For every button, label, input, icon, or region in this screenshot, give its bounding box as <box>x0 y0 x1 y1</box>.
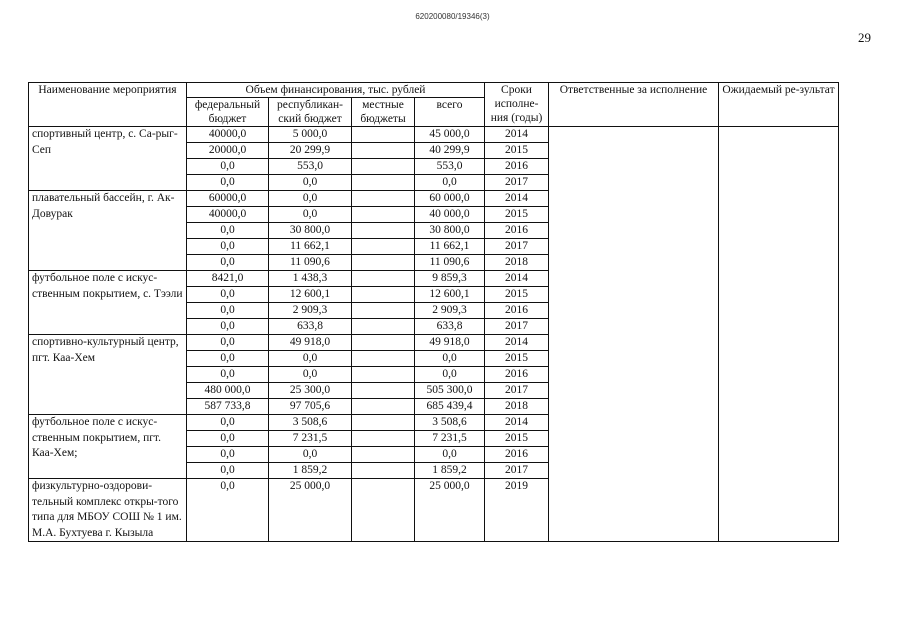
total-cell: 0,0 <box>415 351 485 367</box>
republic-cell: 1 438,3 <box>269 271 352 287</box>
republic-cell: 25 300,0 <box>269 383 352 399</box>
federal-cell: 0,0 <box>187 415 269 431</box>
republic-cell: 633,8 <box>269 319 352 335</box>
republic-cell: 25 000,0 <box>269 479 352 542</box>
total-cell: 0,0 <box>415 447 485 463</box>
federal-cell: 0,0 <box>187 367 269 383</box>
federal-cell: 20000,0 <box>187 143 269 159</box>
activity-name: спортивно-культурный центр, пгт. Каа-Хем <box>29 335 187 415</box>
local-cell <box>352 271 415 287</box>
republic-cell: 0,0 <box>269 207 352 223</box>
table-row <box>29 127 839 143</box>
table-body <box>29 127 839 542</box>
republic-cell: 0,0 <box>269 447 352 463</box>
header-responsible: Ответственные за исполнение <box>549 83 719 127</box>
local-cell <box>352 207 415 223</box>
total-cell: 7 231,5 <box>415 431 485 447</box>
federal-cell: 0,0 <box>187 255 269 271</box>
total-cell: 685 439,4 <box>415 399 485 415</box>
year-cell: 2015 <box>485 351 549 367</box>
header-expected: Ожидаемый ре-зультат <box>719 83 839 127</box>
federal-cell: 40000,0 <box>187 127 269 143</box>
federal-cell: 0,0 <box>187 287 269 303</box>
republic-cell: 49 918,0 <box>269 335 352 351</box>
year-cell: 2017 <box>485 319 549 335</box>
republic-cell: 553,0 <box>269 159 352 175</box>
republic-cell: 97 705,6 <box>269 399 352 415</box>
federal-cell: 0,0 <box>187 447 269 463</box>
year-cell: 2019 <box>485 479 549 542</box>
federal-cell: 0,0 <box>187 159 269 175</box>
local-cell <box>352 335 415 351</box>
expected-cell <box>719 127 839 542</box>
republic-cell: 20 299,9 <box>269 143 352 159</box>
local-cell <box>352 159 415 175</box>
total-cell: 2 909,3 <box>415 303 485 319</box>
header-deadline: Сроки исполне-ния (годы) <box>485 83 549 127</box>
republic-cell: 0,0 <box>269 351 352 367</box>
activity-name: футбольное поле с искус-ственным покрытием, с. Тээли <box>29 271 187 335</box>
year-cell: 2015 <box>485 207 549 223</box>
year-cell: 2017 <box>485 239 549 255</box>
total-cell: 3 508,6 <box>415 415 485 431</box>
year-cell: 2016 <box>485 367 549 383</box>
federal-cell: 0,0 <box>187 335 269 351</box>
republic-cell: 5 000,0 <box>269 127 352 143</box>
total-cell: 45 000,0 <box>415 127 485 143</box>
year-cell: 2015 <box>485 287 549 303</box>
year-cell: 2014 <box>485 335 549 351</box>
total-cell: 30 800,0 <box>415 223 485 239</box>
federal-cell: 480 000,0 <box>187 383 269 399</box>
year-cell: 2015 <box>485 431 549 447</box>
year-cell: 2016 <box>485 159 549 175</box>
responsible-cell <box>549 127 719 542</box>
year-cell: 2018 <box>485 399 549 415</box>
total-cell: 11 662,1 <box>415 239 485 255</box>
local-cell <box>352 367 415 383</box>
federal-cell: 0,0 <box>187 351 269 367</box>
header-funding: Объем финансирования, тыс. рублей <box>187 83 485 98</box>
federal-cell: 587 733,8 <box>187 399 269 415</box>
republic-cell: 30 800,0 <box>269 223 352 239</box>
local-cell <box>352 239 415 255</box>
year-cell: 2017 <box>485 175 549 191</box>
republic-cell: 3 508,6 <box>269 415 352 431</box>
republic-cell: 11 090,6 <box>269 255 352 271</box>
total-cell: 0,0 <box>415 367 485 383</box>
year-cell: 2014 <box>485 127 549 143</box>
local-cell <box>352 447 415 463</box>
year-cell: 2014 <box>485 271 549 287</box>
local-cell <box>352 143 415 159</box>
header-republic: республикан-ский бюджет <box>269 98 352 127</box>
republic-cell: 0,0 <box>269 175 352 191</box>
federal-cell: 0,0 <box>187 239 269 255</box>
local-cell <box>352 191 415 207</box>
total-cell: 25 000,0 <box>415 479 485 542</box>
republic-cell: 0,0 <box>269 367 352 383</box>
total-cell: 40 000,0 <box>415 207 485 223</box>
republic-cell: 12 600,1 <box>269 287 352 303</box>
activity-name: физкультурно-оздорови-тельный комплекс откры-того типа для МБОУ СОШ № 1 им. М.А. Бухтуева г. Кызыла <box>29 479 187 542</box>
activity-name: футбольное поле с искус-ственным покрытием, пгт. Каа-Хем; <box>29 415 187 479</box>
local-cell <box>352 287 415 303</box>
document-id: 620200080/19346(3) <box>415 12 490 21</box>
year-cell: 2014 <box>485 191 549 207</box>
funding-table <box>28 82 839 542</box>
year-cell: 2014 <box>485 415 549 431</box>
year-cell: 2017 <box>485 383 549 399</box>
total-cell: 60 000,0 <box>415 191 485 207</box>
local-cell <box>352 319 415 335</box>
local-cell <box>352 415 415 431</box>
republic-cell: 2 909,3 <box>269 303 352 319</box>
local-cell <box>352 303 415 319</box>
total-cell: 633,8 <box>415 319 485 335</box>
federal-cell: 0,0 <box>187 431 269 447</box>
local-cell <box>352 223 415 239</box>
total-cell: 49 918,0 <box>415 335 485 351</box>
header-federal: федеральный бюджет <box>187 98 269 127</box>
header-local: местные бюджеты <box>352 98 415 127</box>
page-number: 29 <box>858 30 871 45</box>
total-cell: 11 090,6 <box>415 255 485 271</box>
federal-cell: 0,0 <box>187 319 269 335</box>
total-cell: 40 299,9 <box>415 143 485 159</box>
federal-cell: 0,0 <box>187 223 269 239</box>
federal-cell: 8421,0 <box>187 271 269 287</box>
header-name: Наименование мероприятия <box>29 83 187 127</box>
federal-cell: 40000,0 <box>187 207 269 223</box>
federal-cell: 60000,0 <box>187 191 269 207</box>
republic-cell: 11 662,1 <box>269 239 352 255</box>
year-cell: 2016 <box>485 447 549 463</box>
local-cell <box>352 399 415 415</box>
local-cell <box>352 351 415 367</box>
federal-cell: 0,0 <box>187 175 269 191</box>
republic-cell: 7 231,5 <box>269 431 352 447</box>
local-cell <box>352 479 415 542</box>
local-cell <box>352 463 415 479</box>
total-cell: 0,0 <box>415 175 485 191</box>
total-cell: 12 600,1 <box>415 287 485 303</box>
local-cell <box>352 127 415 143</box>
total-cell: 1 859,2 <box>415 463 485 479</box>
republic-cell: 0,0 <box>269 191 352 207</box>
activity-name: плавательный бассейн, г. Ак-Довурак <box>29 191 187 271</box>
local-cell <box>352 431 415 447</box>
year-cell: 2016 <box>485 303 549 319</box>
year-cell: 2016 <box>485 223 549 239</box>
federal-cell: 0,0 <box>187 479 269 542</box>
local-cell <box>352 255 415 271</box>
activity-name: спортивный центр, с. Са-рыг-Сеп <box>29 127 187 191</box>
year-cell: 2018 <box>485 255 549 271</box>
header-total: всего <box>415 98 485 127</box>
federal-cell: 0,0 <box>187 463 269 479</box>
total-cell: 505 300,0 <box>415 383 485 399</box>
year-cell: 2015 <box>485 143 549 159</box>
year-cell: 2017 <box>485 463 549 479</box>
local-cell <box>352 175 415 191</box>
republic-cell: 1 859,2 <box>269 463 352 479</box>
total-cell: 9 859,3 <box>415 271 485 287</box>
local-cell <box>352 383 415 399</box>
total-cell: 553,0 <box>415 159 485 175</box>
federal-cell: 0,0 <box>187 303 269 319</box>
